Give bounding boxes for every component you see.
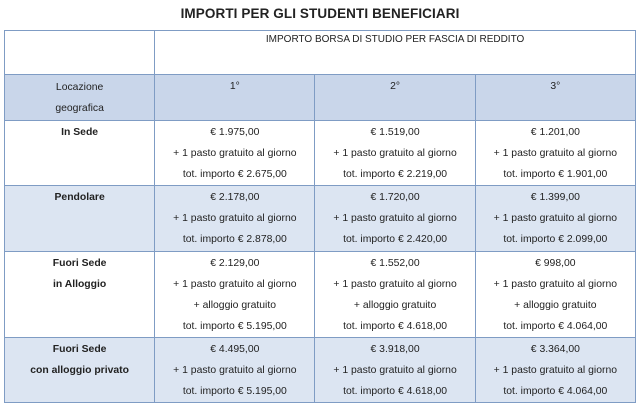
location-header-line: geografica (55, 103, 104, 114)
cell-line: + 1 pasto gratuito al giorno (333, 365, 457, 376)
table-row (5, 338, 636, 403)
cell-line: tot. importo € 2.878,00 (182, 234, 287, 245)
cell-line: + 1 pasto gratuito al giorno (493, 365, 617, 376)
cell-line: tot. importo € 5.195,00 (182, 321, 287, 332)
cell-line: tot. importo € 2.099,00 (503, 234, 608, 245)
cell-line: € 1.399,00 (530, 192, 580, 203)
cell-line: + 1 pasto gratuito al giorno (493, 213, 617, 224)
location-label-cell (5, 186, 155, 252)
location-label: Fuori Sede (52, 344, 107, 355)
cell-line: + 1 pasto gratuito al giorno (333, 213, 457, 224)
cell-line: tot. importo € 4.064,00 (503, 386, 608, 397)
amount-cell (155, 338, 315, 403)
location-label-cell (5, 121, 155, 186)
cell-line: + 1 pasto gratuito al giorno (173, 213, 297, 224)
location-label: in Alloggio (52, 279, 107, 290)
cell-line: tot. importo € 1.901,00 (503, 169, 608, 180)
amount-cell (315, 186, 475, 252)
income-band-header: IMPORTO BORSA DI STUDIO PER FASCIA DI REDDITO (155, 31, 636, 75)
table-row (5, 252, 636, 338)
cell-line: + alloggio gratuito (514, 300, 597, 311)
location-label: con alloggio privato (30, 365, 129, 376)
cell-line: € 1.975,00 (210, 127, 260, 138)
amount-cell (315, 338, 475, 403)
cell-line: + 1 pasto gratuito al giorno (493, 148, 617, 159)
amount-cell (475, 121, 635, 186)
table-row (5, 121, 636, 186)
cell-line: tot. importo € 4.618,00 (343, 386, 448, 397)
cell-line: € 998,00 (535, 258, 576, 269)
band-header-2: 2° (315, 75, 475, 121)
location-label-cell (5, 252, 155, 338)
cell-line: + 1 pasto gratuito al giorno (173, 148, 297, 159)
cell-line: tot. importo € 2.219,00 (343, 169, 448, 180)
amount-cell (475, 338, 635, 403)
cell-line: € 1.552,00 (370, 258, 420, 269)
cell-line: + alloggio gratuito (353, 300, 437, 311)
empty-corner-cell (5, 31, 155, 75)
location-header-line: Locazione (55, 82, 104, 93)
page-title: IMPORTI PER GLI STUDENTI BENEFICIARI (180, 6, 460, 21)
cell-line: tot. importo € 4.064,00 (503, 321, 608, 332)
cell-line: € 1.720,00 (370, 192, 420, 203)
cell-line: € 1.519,00 (370, 127, 420, 138)
band-header-1: 1° (155, 75, 315, 121)
cell-line: + 1 pasto gratuito al giorno (173, 279, 297, 290)
location-label: In Sede (61, 127, 99, 138)
cell-line: € 4.495,00 (210, 344, 260, 355)
cell-line: € 1.201,00 (530, 127, 580, 138)
table-row (5, 186, 636, 252)
amount-cell (475, 252, 635, 338)
band-header-3: 3° (475, 75, 635, 121)
location-label: Fuori Sede (52, 258, 107, 269)
cell-line: + 1 pasto gratuito al giorno (333, 148, 457, 159)
scholarship-table (4, 30, 636, 403)
cell-line: tot. importo € 5.195,00 (182, 386, 287, 397)
cell-line: tot. importo € 2.675,00 (182, 169, 287, 180)
cell-line: € 3.364,00 (530, 344, 580, 355)
band-header-row (5, 75, 636, 121)
cell-line: € 3.918,00 (370, 344, 420, 355)
amount-cell (315, 252, 475, 338)
amount-cell (155, 186, 315, 252)
table-header-row (5, 31, 636, 75)
location-header-cell (5, 75, 155, 121)
amount-cell (155, 121, 315, 186)
cell-line: tot. importo € 4.618,00 (343, 321, 448, 332)
location-label-cell (5, 338, 155, 403)
amount-cell (155, 252, 315, 338)
cell-line: + 1 pasto gratuito al giorno (493, 279, 617, 290)
cell-line: tot. importo € 2.420,00 (343, 234, 448, 245)
cell-line: + alloggio gratuito (193, 300, 276, 311)
location-label: Pendolare (54, 192, 105, 203)
cell-line: € 2.178,00 (210, 192, 260, 203)
cell-line: + 1 pasto gratuito al giorno (333, 279, 457, 290)
amount-cell (315, 121, 475, 186)
cell-line: € 2.129,00 (210, 258, 260, 269)
amount-cell (475, 186, 635, 252)
cell-line: + 1 pasto gratuito al giorno (173, 365, 297, 376)
